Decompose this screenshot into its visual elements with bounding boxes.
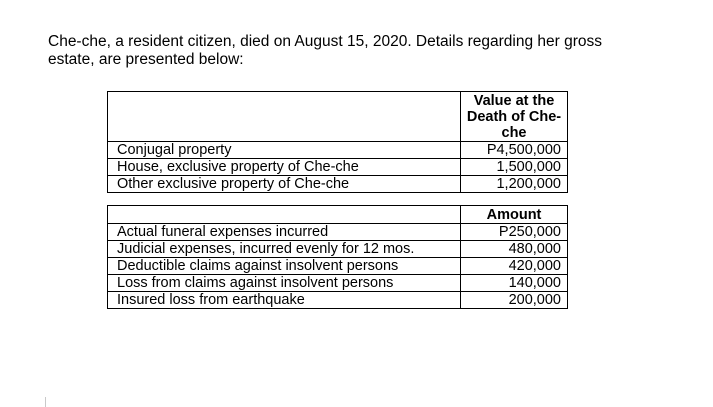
table-header-row <box>108 92 568 142</box>
header-empty-cell <box>108 206 461 224</box>
row-label: House, exclusive property of Che-che <box>108 159 461 176</box>
row-label: Conjugal property <box>108 142 461 159</box>
row-label: Loss from claims against insolvent persons <box>108 275 461 292</box>
row-label: Actual funeral expenses incurred <box>108 224 461 241</box>
row-value: 140,000 <box>461 275 568 292</box>
row-label: Insured loss from earthquake <box>108 292 461 309</box>
row-label: Judicial expenses, incurred evenly for 12 mos. <box>108 241 461 258</box>
table-header-row <box>108 206 568 224</box>
gross-estate-table <box>107 91 568 193</box>
amount-header: Amount <box>461 206 568 224</box>
table-row <box>108 142 568 159</box>
table-row <box>108 159 568 176</box>
table-row <box>108 275 568 292</box>
row-value: 1,200,000 <box>461 176 568 193</box>
row-value: P250,000 <box>461 224 568 241</box>
table-row <box>108 241 568 258</box>
value-at-death-header: Value at the Death of Che-che <box>461 92 568 142</box>
intro-paragraph: Che-che, a resident citizen, died on August 15, 2020. Details regarding her gross estate, are presented below: <box>48 33 603 68</box>
row-value: 200,000 <box>461 292 568 309</box>
table-row <box>108 176 568 193</box>
deductions-table <box>107 205 568 309</box>
row-value: P4,500,000 <box>461 142 568 159</box>
row-value: 1,500,000 <box>461 159 568 176</box>
row-value: 480,000 <box>461 241 568 258</box>
row-label: Other exclusive property of Che-che <box>108 176 461 193</box>
row-value: 420,000 <box>461 258 568 275</box>
table-row <box>108 258 568 275</box>
header-empty-cell <box>108 92 461 142</box>
table-row <box>108 224 568 241</box>
row-label: Deductible claims against insolvent persons <box>108 258 461 275</box>
text-cursor <box>45 397 46 407</box>
table-row <box>108 292 568 309</box>
